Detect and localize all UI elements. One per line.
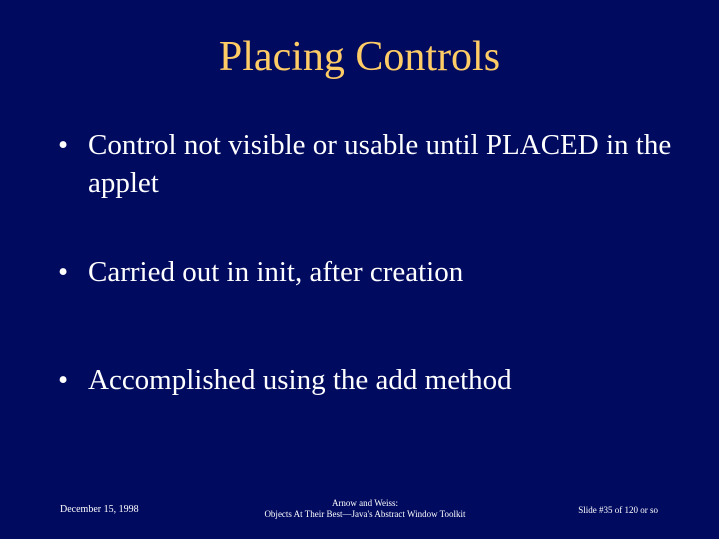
footer-book-title: Objects At Their Best—Java's Abstract Window Toolkit: [264, 509, 466, 519]
bullet-item: [58, 126, 678, 202]
bullet-marker: •: [58, 364, 69, 396]
bullet-item: [58, 253, 678, 291]
footer-credits: [200, 498, 530, 520]
footer-date: December 15, 1998: [60, 504, 139, 515]
footer-authors: Arnow and Weiss:: [331, 498, 399, 508]
slide-title: Placing Controls: [218, 34, 501, 80]
bullet-item: [58, 361, 678, 399]
bullet-text: Control not visible or usable until PLACED in the applet: [88, 129, 672, 199]
bullet-marker: •: [58, 256, 69, 288]
bullet-text: Accomplished using the add method: [88, 364, 512, 396]
bullet-text: Carried out in init, after creation: [88, 256, 464, 288]
bullet-marker: •: [58, 129, 69, 161]
footer-slide-number: Slide #35 of 120 or so: [578, 505, 658, 515]
